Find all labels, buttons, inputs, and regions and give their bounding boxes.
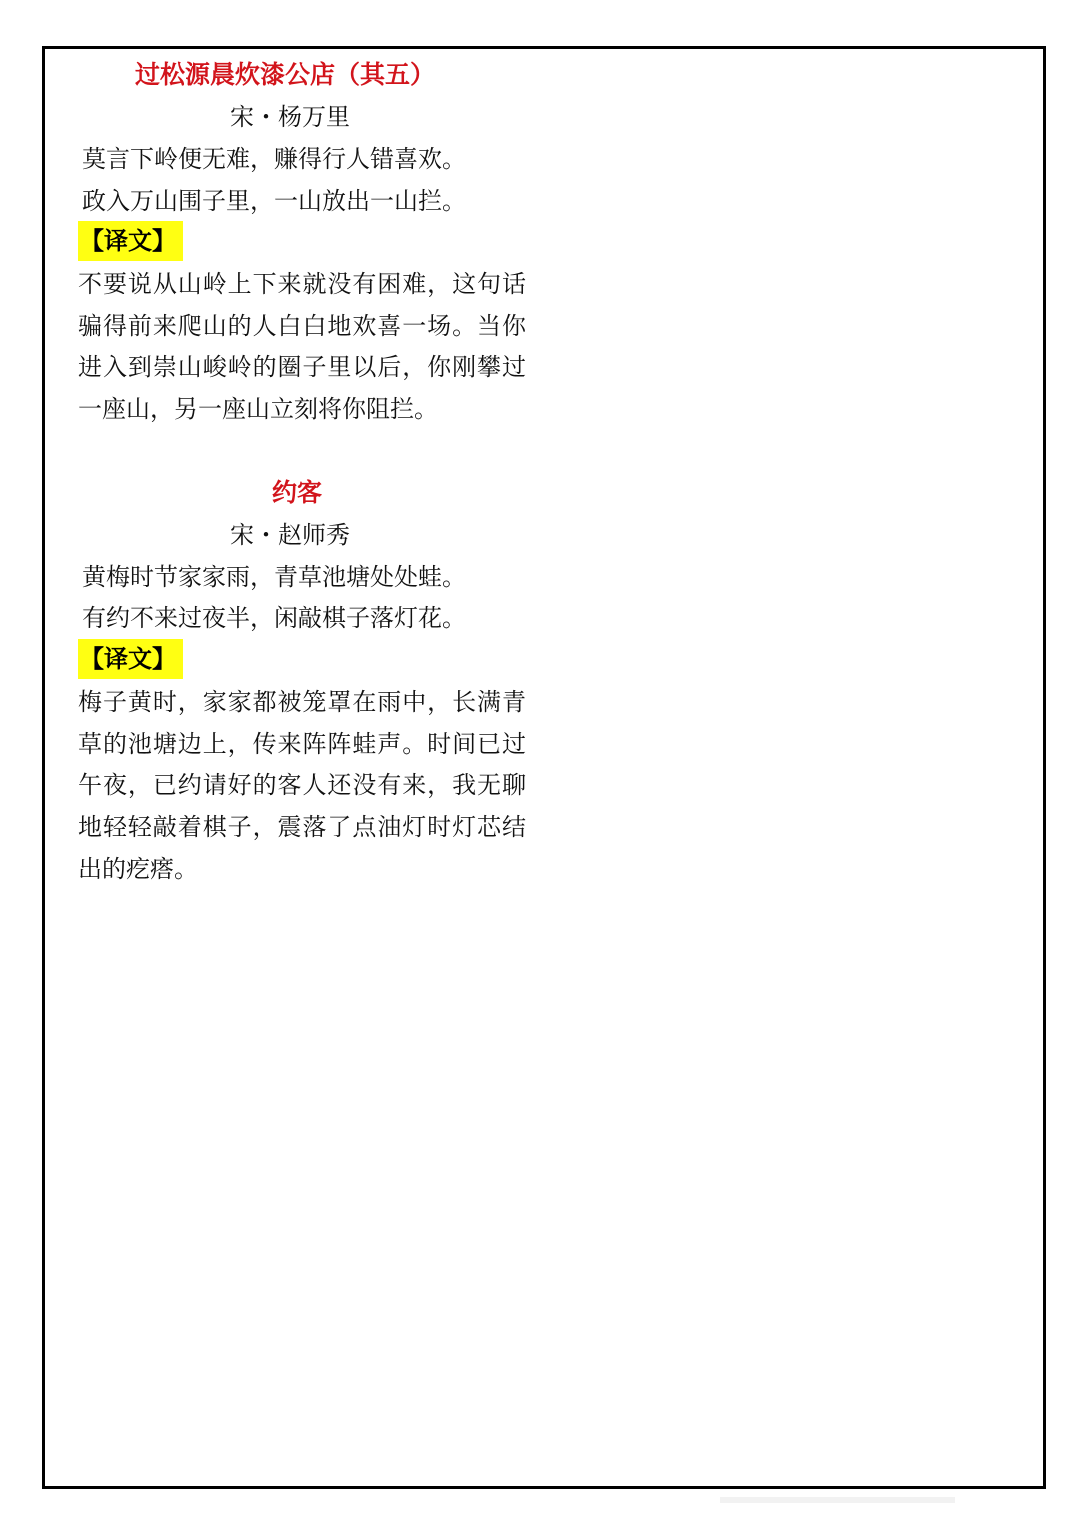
poem-2-translation: 梅子黄时，家家都被笼罩在雨中，长满青草的池塘边上，传来阵阵蛙声。时间已过午夜，已约请好的客人还没有来，我无聊地轻轻敲着棋子，震落了点油灯时灯芯结出的疙瘩。 (78, 688, 526, 883)
poem-2-title: 约客 (272, 478, 323, 507)
poem-1-translation: 不要说从山岭上下来就没有困难，这句话骗得前来爬山的人白白地欢喜一场。当你进入到崇山峻岭的圈子里以后，你刚攀过一座山，另一座山立刻将你阻拦。 (78, 270, 526, 424)
poem-1-author: 宋・杨万里 (230, 103, 350, 131)
poem-2-author: 宋・赵师秀 (230, 521, 350, 549)
poem-1-line-1: 莫言下岭便无难，赚得行人错喜欢。 (82, 145, 466, 173)
poem-1-title: 过松源晨炊漆公店（其五） (135, 60, 436, 89)
poem-1-translation-tag: 【译文】 (78, 221, 183, 261)
poem-2-translation-tag: 【译文】 (78, 639, 183, 679)
poem-2-line-2: 有约不来过夜半，闲敲棋子落灯花。 (82, 604, 466, 632)
poem-1-line-2: 政入万山围子里，一山放出一山拦。 (82, 187, 466, 215)
poem-2-line-1: 黄梅时节家家雨，青草池塘处处蛙。 (82, 563, 466, 591)
bottom-scan-mark (720, 1497, 955, 1503)
